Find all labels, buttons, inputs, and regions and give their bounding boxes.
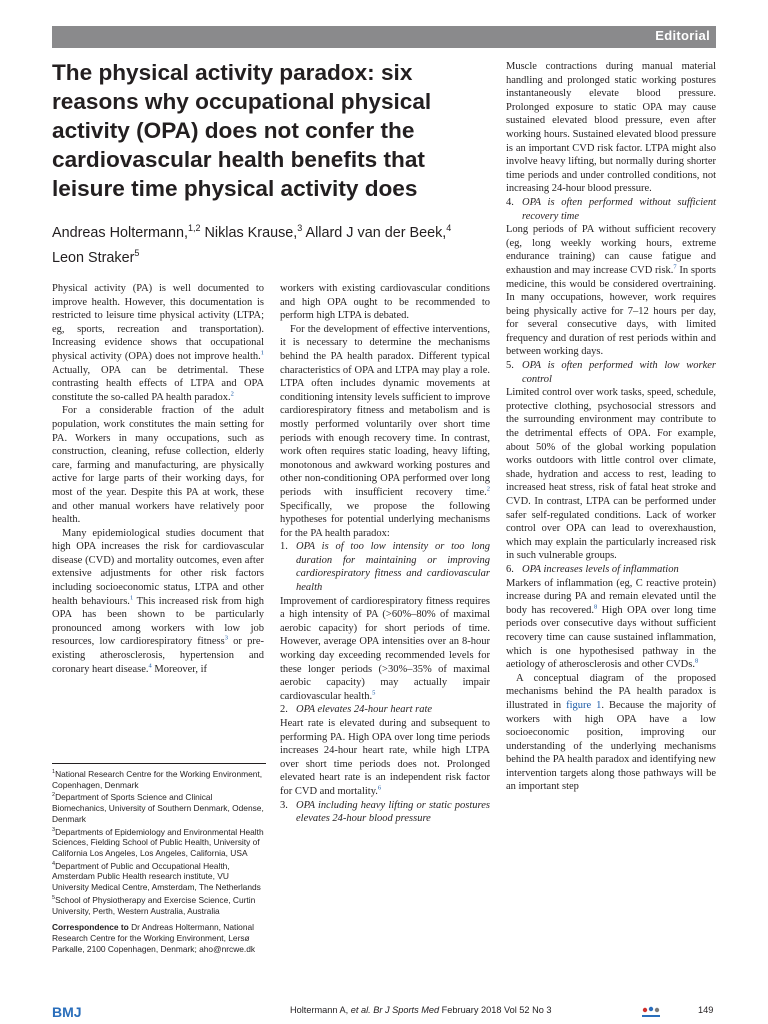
hypothesis-item-4	[506, 196, 716, 223]
author-name[interactable]: Leon Straker	[52, 249, 135, 266]
hypothesis-heading: OPA is often performed with low worker control	[522, 360, 716, 385]
hypothesis-body: Muscle contractions during manual material handling and prolonged static working postures instantaneously elevate blood pressure. Prolonged exposure to static OPA may cause sustained elevated blood pressure, even after working hours. Sustained elevated blood pressure is an important CVD risk factor. LTPA might also involve heavy lifting, but normally during shorter time periods and under controlled conditions, not increasing 24-hour blood pressure.	[506, 61, 716, 195]
section-label: Editorial	[655, 28, 710, 43]
reference-link[interactable]: 1	[260, 349, 264, 357]
affiliation	[52, 825, 266, 859]
body-text: In sports medicine, this would be considered overtraining. In many occupations, however, work requires being physically active for 7–12 hours per day, for several consecutive days, with limited frequency and duration of rest periods within and between working days.	[506, 264, 716, 358]
hypothesis-heading: OPA including heavy lifting or static postures elevates 24-hour blood pressure	[296, 799, 490, 825]
hypothesis-heading: OPA is often performed without sufficient recovery time	[522, 196, 716, 222]
affiliation-text: Department of Public and Occupational Health, Amsterdam Public Health research institute, VU University Medical Centre, Amsterdam, The Netherlands	[52, 860, 261, 893]
hypothesis-item-2	[280, 703, 490, 717]
list-number: 1.	[280, 541, 288, 553]
hypothesis-heading: OPA elevates 24-hour heart rate	[296, 704, 433, 716]
page-number: 149	[698, 1005, 714, 1015]
correspondence	[52, 922, 266, 954]
affiliation-number: 1	[52, 769, 56, 775]
affiliation-text: Departments of Epidemiology and Environmental Health Sciences, Fielding School of Public Health, University of California Los Angeles, Los Angeles, California, USA	[52, 826, 264, 858]
author-affiliation-ref: 1,2	[187, 223, 201, 233]
reference-link[interactable]: 8	[694, 657, 699, 665]
correspondence-text[interactable]: Dr Andreas Holtermann, National Research Centre for the Working Environment, Lersø Parkalle, 2100 Copenhagen, Denmark; aho@nrcwe.dk	[52, 922, 256, 954]
page-footer	[0, 1002, 768, 1022]
body-text: A conceptual diagram of the proposed mechanisms behind the PA health paradox is illustrated in	[506, 672, 716, 711]
body-text: Specifically, we propose the following hypotheses for potential underlying mechanisms for the PA health paradox:	[280, 500, 490, 539]
hypothesis-item-6	[506, 563, 716, 577]
body-paragraph: workers with existing cardiovascular conditions and high OPA ought to be recommended to perform high LTPA is debated.	[280, 283, 490, 322]
body-text: Improvement of cardiorespiratory fitness requires a high intensity of PA (>60%–80% of maximal aerobic capacity) for short periods of time. However, average OPA intensities over an 8-hour working day exceeding recommended levels for these longer periods (>30%–35% of maximal aerobic capacity) may actually impair cardiovascular health.	[280, 595, 490, 702]
figure-link[interactable]: figure 1	[566, 699, 602, 711]
reference-link[interactable]: 8	[593, 603, 598, 611]
hypothesis-item-3	[280, 799, 490, 826]
hypothesis-body	[280, 595, 490, 704]
body-column-3	[506, 60, 716, 794]
reference-link[interactable]: 2	[230, 390, 234, 398]
section-header-bar	[52, 26, 716, 48]
author-name[interactable]: Allard J van der Beek,	[305, 224, 447, 241]
list-number: 6.	[506, 563, 514, 575]
citation-journal: et al. Br J Sports Med	[350, 1005, 440, 1015]
body-text: Markers of inflammation (eg, C reactive protein) increase during PA and remain elevated until the body has recovered.	[506, 577, 716, 616]
body-text: Physical activity (PA) is well documented to improve health. However, this documentation is restricted to leisure time physical activity (LTPA; eg, sports, recreation and transportation). Increasing evidence shows that occupational physical activity (OPA) does not improve health.	[52, 283, 264, 362]
affiliation	[52, 767, 266, 790]
affiliation-text: National Research Centre for the Working Environment, Copenhagen, Denmark	[52, 768, 263, 790]
list-number: 4.	[506, 196, 514, 208]
body-text: This increased risk from high OPA has been shown to be particularly pronounced among workers with low job resources, low cardiorespiratory fitness	[52, 595, 264, 648]
affiliation-text: School of Physiotherapy and Exercise Science, Curtin University, Perth, Western Australia, Australia	[52, 894, 256, 916]
citation-issue: February 2018 Vol 52 No 3	[439, 1005, 552, 1015]
body-paragraph	[280, 323, 490, 541]
body-text: Many epidemiological studies document that high OPA increases the risk for cardiovascular disease (CVD) and mortality outcomes, even after extensive adjustments for other risk factors including socioeconomic status, LTPA and other health behaviours.	[52, 527, 264, 607]
affiliation	[52, 893, 266, 916]
body-paragraph	[52, 527, 264, 677]
bmj-logo[interactable]: BMJ	[52, 1004, 82, 1020]
list-number: 2.	[280, 704, 288, 716]
body-paragraph: For a considerable fraction of the adult population, work constitutes the main setting for PA. Workers in many occupations, such as construction, cleaning, refuse collection, elderly care, farming and manufacturing, are physically active for large parts of their working days, for most of the year. Despite this PA at work, these and other manual workers have relatively poor health.	[52, 405, 264, 526]
author-affiliation-ref: 4	[446, 223, 452, 233]
hypothesis-body	[506, 223, 716, 359]
author-affiliation-ref: 3	[297, 223, 303, 233]
article-citation	[290, 1005, 552, 1015]
reference-link[interactable]: 7	[673, 263, 677, 271]
reference-link[interactable]: 6	[377, 784, 382, 792]
affiliations-divider	[52, 763, 266, 764]
affiliation-number: 4	[52, 860, 56, 867]
affiliation-number: 2	[52, 792, 56, 799]
hypothesis-body	[280, 717, 490, 799]
reference-link[interactable]: 3	[224, 634, 228, 642]
body-text: High OPA over long time periods over consecutive days without sufficient recovery time can cause sustained inflammation, which is one hypothesised pathway in the aetiology of atherosclerosis and other CVDs.	[506, 604, 716, 671]
reference-link[interactable]: 2	[486, 485, 490, 493]
affiliations-block	[52, 763, 266, 955]
body-text: Actually, OPA can be detrimental. These contrasting health effects of LTPA and OPA constitute the so-called PA health paradox.	[52, 364, 264, 403]
reference-link[interactable]: 5	[372, 689, 376, 697]
affiliation-number: 5	[52, 894, 56, 901]
body-text: Heart rate is elevated during and subsequent to performing PA. High OPA over long time periods increases 24-hour heart rate, while high LTPA over short time periods does not. Prolonged elevated heart rate is an independent risk factor for CVD and mortality.	[280, 718, 490, 797]
hypothesis-item-1	[280, 540, 490, 594]
citation-author: Holtermann A,	[290, 1005, 351, 1015]
hypothesis-heading: OPA increases levels of inflammation	[522, 563, 679, 575]
reference-link[interactable]: 1	[129, 594, 134, 602]
author-name[interactable]: Niklas Krause,	[204, 224, 298, 241]
correspondence-label: Correspondence to	[52, 922, 129, 933]
affiliation	[52, 790, 266, 824]
hypothesis-item-5	[506, 359, 716, 386]
hypothesis-heading: OPA is of too low intensity or too long duration for maintaining or improving cardiorespiratory fitness and cardiovascular health	[296, 541, 490, 594]
body-text: . Because the majority of workers with high OPA have a low socioeconomic position, improving our understanding of the underlying mechanisms behind the PA health paradox and identifying new intervention targets along those pathways will be an important step	[506, 699, 716, 793]
hypothesis-body	[506, 577, 716, 672]
list-number: 5.	[506, 360, 514, 372]
affiliation-number: 3	[52, 826, 56, 833]
body-column-1	[52, 282, 264, 676]
list-number: 3.	[280, 799, 288, 811]
basem-logo-icon	[640, 1004, 662, 1020]
affiliation-text: Department of Sports Science and Clinical Biomechanics, University of Southern Denmark, Odense, Denmark	[52, 792, 264, 824]
body-text: For the development of effective interventions, it is necessary to determine the mechanisms behind the PA health paradox. Different typical characteristics of OPA and LTPA may play a role. LTPA often includes dynamic movements at conditioning intensity levels sufficient to improve cardiorespiratory fitness and metabolism and is mostly performed voluntarily over short time periods with enough recovery time. In contrast, work often requires static loading, heavy lifting, monotonous and awkward working postures and other non-conditioning OPA performed over long periods with insufficient recovery time.	[280, 323, 490, 498]
body-text: or pre-existing atherosclerosis, hypertension and coronary heart disease.	[52, 636, 264, 675]
reference-link[interactable]: 4	[148, 662, 152, 670]
author-affiliation-ref: 5	[134, 247, 140, 258]
body-text: Long periods of PA without sufficient recovery (eg, long weekly working hours, extreme endurance training) can cause fatigue and exhaustion and may increase CVD risk.	[506, 224, 716, 276]
affiliation	[52, 859, 266, 893]
body-paragraph	[52, 282, 264, 404]
body-paragraph	[506, 672, 716, 794]
body-column-2	[280, 282, 490, 826]
hypothesis-body: Limited control over work tasks, speed, schedule, protective clothing, psychosocial stressors and the surrounding environment may contribute to the detrimental effects of OPA. For example, about 50% of the global working population works outdoors with little control over climate, shade, hydration and access to rest, leading to increased heat stress, risk of fatal heat stroke and CVD. In contrast, LTPA can be performed under safer self-regulated conditions. Lack of worker control over OPA can lead to overexhaustion, which may explain the particularly increased risk in such vulnerable groups.	[506, 387, 716, 562]
author-name[interactable]: Andreas Holtermann,	[52, 224, 188, 241]
article-title: The physical activity paradox: six reasons why occupational physical activity (OPA) does not confer the cardiovascular health benefits that leisure time physical activity does	[52, 60, 432, 201]
author-list	[52, 218, 482, 268]
body-text: Moreover, if	[151, 663, 208, 675]
